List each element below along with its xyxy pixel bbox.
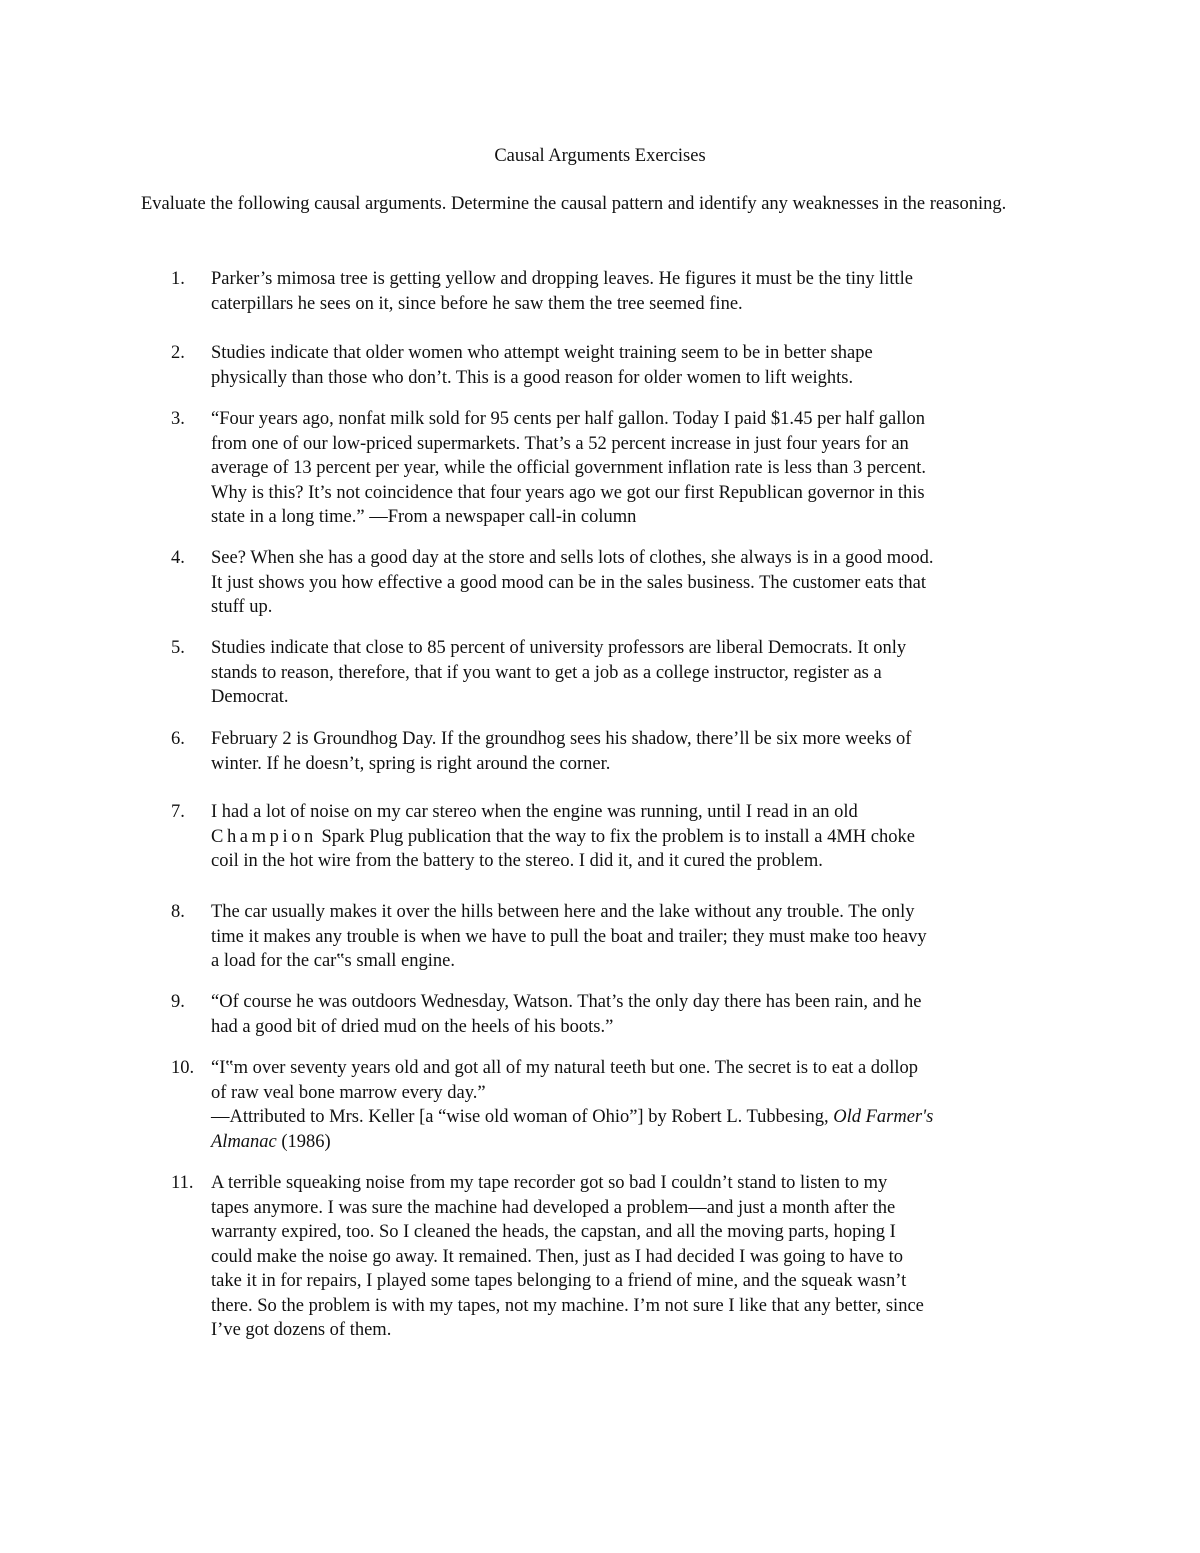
item-line: coil in the hot wire from the battery to the stereo. I did it, and it cured the problem. xyxy=(211,851,823,871)
item-line: February 2 is Groundhog Day. If the groundhog sees his shadow, there’ll be six more weeks of xyxy=(211,729,912,749)
item-line: from one of our low-priced supermarkets. That’s a 52 percent increase in just four years for an xyxy=(211,433,909,454)
item-number: 9. xyxy=(171,992,185,1012)
item-line: “Of course he was outdoors Wednesday, Watson. That’s the only day there has been rain, and he xyxy=(211,992,922,1012)
publication-name: Champion xyxy=(211,826,317,847)
item-line: there. So the problem is with my tapes, not my machine. I’m not sure I like that any better, since xyxy=(211,1295,924,1316)
item-number: 4. xyxy=(171,548,185,568)
item-line xyxy=(211,1105,1069,1130)
source-title: Almanac xyxy=(211,1131,277,1152)
item-number: 2. xyxy=(171,343,185,363)
item-line xyxy=(211,825,1069,850)
item-line: Studies indicate that older women who attempt weight training seem to be in better shape xyxy=(211,343,873,363)
item-line: A terrible squeaking noise from my tape recorder got so bad I couldn’t stand to listen to my xyxy=(211,1173,888,1193)
attribution-text: —Attributed to Mrs. Keller [a “wise old woman of Ohio”] by Robert L. Tubbesing, xyxy=(211,1107,834,1127)
item-line: “I‟m over seventy years old and got all of my natural teeth but one. The secret is to eat a dollop xyxy=(211,1058,919,1078)
item-line: Parker’s mimosa tree is getting yellow and dropping leaves. He figures it must be the tiny little xyxy=(211,269,913,289)
item-line: physically than those who don’t. This is a good reason for older women to lift weights. xyxy=(211,367,854,388)
item-number: 11. xyxy=(171,1173,194,1193)
item-text xyxy=(211,727,1069,776)
source-title: Old Farmer's xyxy=(833,1107,934,1127)
item-line: winter. If he doesn’t, spring is right around the corner. xyxy=(211,753,611,774)
item-line: It just shows you how effective a good mood can be in the sales business. The customer eats that xyxy=(211,572,927,593)
item-line: time it makes any trouble is when we have to pull the boat and trailer; they must make too heavy xyxy=(211,926,927,947)
item-line: could make the noise go away. It remained. Then, just as I had decided I was going to have to xyxy=(211,1246,904,1267)
item-line: Studies indicate that close to 85 percent of university professors are liberal Democrats. It only xyxy=(211,638,907,658)
item-text xyxy=(211,990,1069,1039)
item-text xyxy=(211,267,1069,316)
item-number: 3. xyxy=(171,409,185,429)
item-line-rest: Spark Plug publication that the way to fix the problem is to install a 4MH choke xyxy=(316,826,915,847)
page-title: Causal Arguments Exercises xyxy=(494,146,706,166)
item-line: state in a long time.” —From a newspaper call-in column xyxy=(211,507,637,527)
item-line: Democrat. xyxy=(211,687,289,707)
item-line: Why is this? It’s not coincidence that four years ago we got our first Republican governor in this xyxy=(211,482,925,503)
item-text xyxy=(211,546,1069,620)
item-text xyxy=(211,1056,1069,1154)
item-line: caterpillars he sees on it, since before he saw them the tree seemed fine. xyxy=(211,293,743,314)
item-line: had a good bit of dried mud on the heels of his boots.” xyxy=(211,1016,614,1037)
item-line xyxy=(211,1130,1069,1155)
item-number: 5. xyxy=(171,638,185,658)
item-line: take it in for repairs, I played some tapes belonging to a friend of mine, and the squeak wasn’t xyxy=(211,1271,907,1291)
item-line: average of 13 percent per year, while the official government inflation rate is less than 3 percent. xyxy=(211,458,926,478)
item-text xyxy=(211,900,1069,974)
item-line: of raw veal bone marrow every day.” xyxy=(211,1082,486,1103)
item-line: warranty expired, too. So I cleaned the heads, the capstan, and all the moving parts, hoping I xyxy=(211,1222,896,1242)
item-number: 10. xyxy=(171,1058,195,1078)
item-number: 8. xyxy=(171,902,185,922)
item-text xyxy=(211,407,1069,530)
item-line: I had a lot of noise on my car stereo when the engine was running, until I read in an old xyxy=(211,802,858,822)
item-text xyxy=(211,800,1069,874)
item-line: stands to reason, therefore, that if you want to get a job as a college instructor, register as a xyxy=(211,662,882,683)
item-text xyxy=(211,1171,1069,1343)
item-line: a load for the car‟s small engine. xyxy=(211,951,455,971)
source-year: (1986) xyxy=(276,1131,331,1152)
item-line: I’ve got dozens of them. xyxy=(211,1320,392,1340)
item-number: 6. xyxy=(171,729,185,749)
item-text xyxy=(211,341,1069,390)
item-line: “Four years ago, nonfat milk sold for 95 cents per half gallon. Today I paid $1.45 per half gallon xyxy=(211,409,926,429)
item-line: See? When she has a good day at the store and sells lots of clothes, she always is in a good mood. xyxy=(211,548,934,568)
intro-paragraph: Evaluate the following causal arguments. Determine the causal pattern and identify any weaknesses in the reasoning. xyxy=(141,194,1007,214)
item-line: stuff up. xyxy=(211,597,273,617)
item-line: tapes anymore. I was sure the machine had developed a problem—and just a month after the xyxy=(211,1197,896,1218)
item-number: 1. xyxy=(171,269,185,289)
item-text xyxy=(211,636,1069,710)
item-number: 7. xyxy=(171,802,185,822)
item-line: The car usually makes it over the hills between here and the lake without any trouble. The only xyxy=(211,902,915,922)
